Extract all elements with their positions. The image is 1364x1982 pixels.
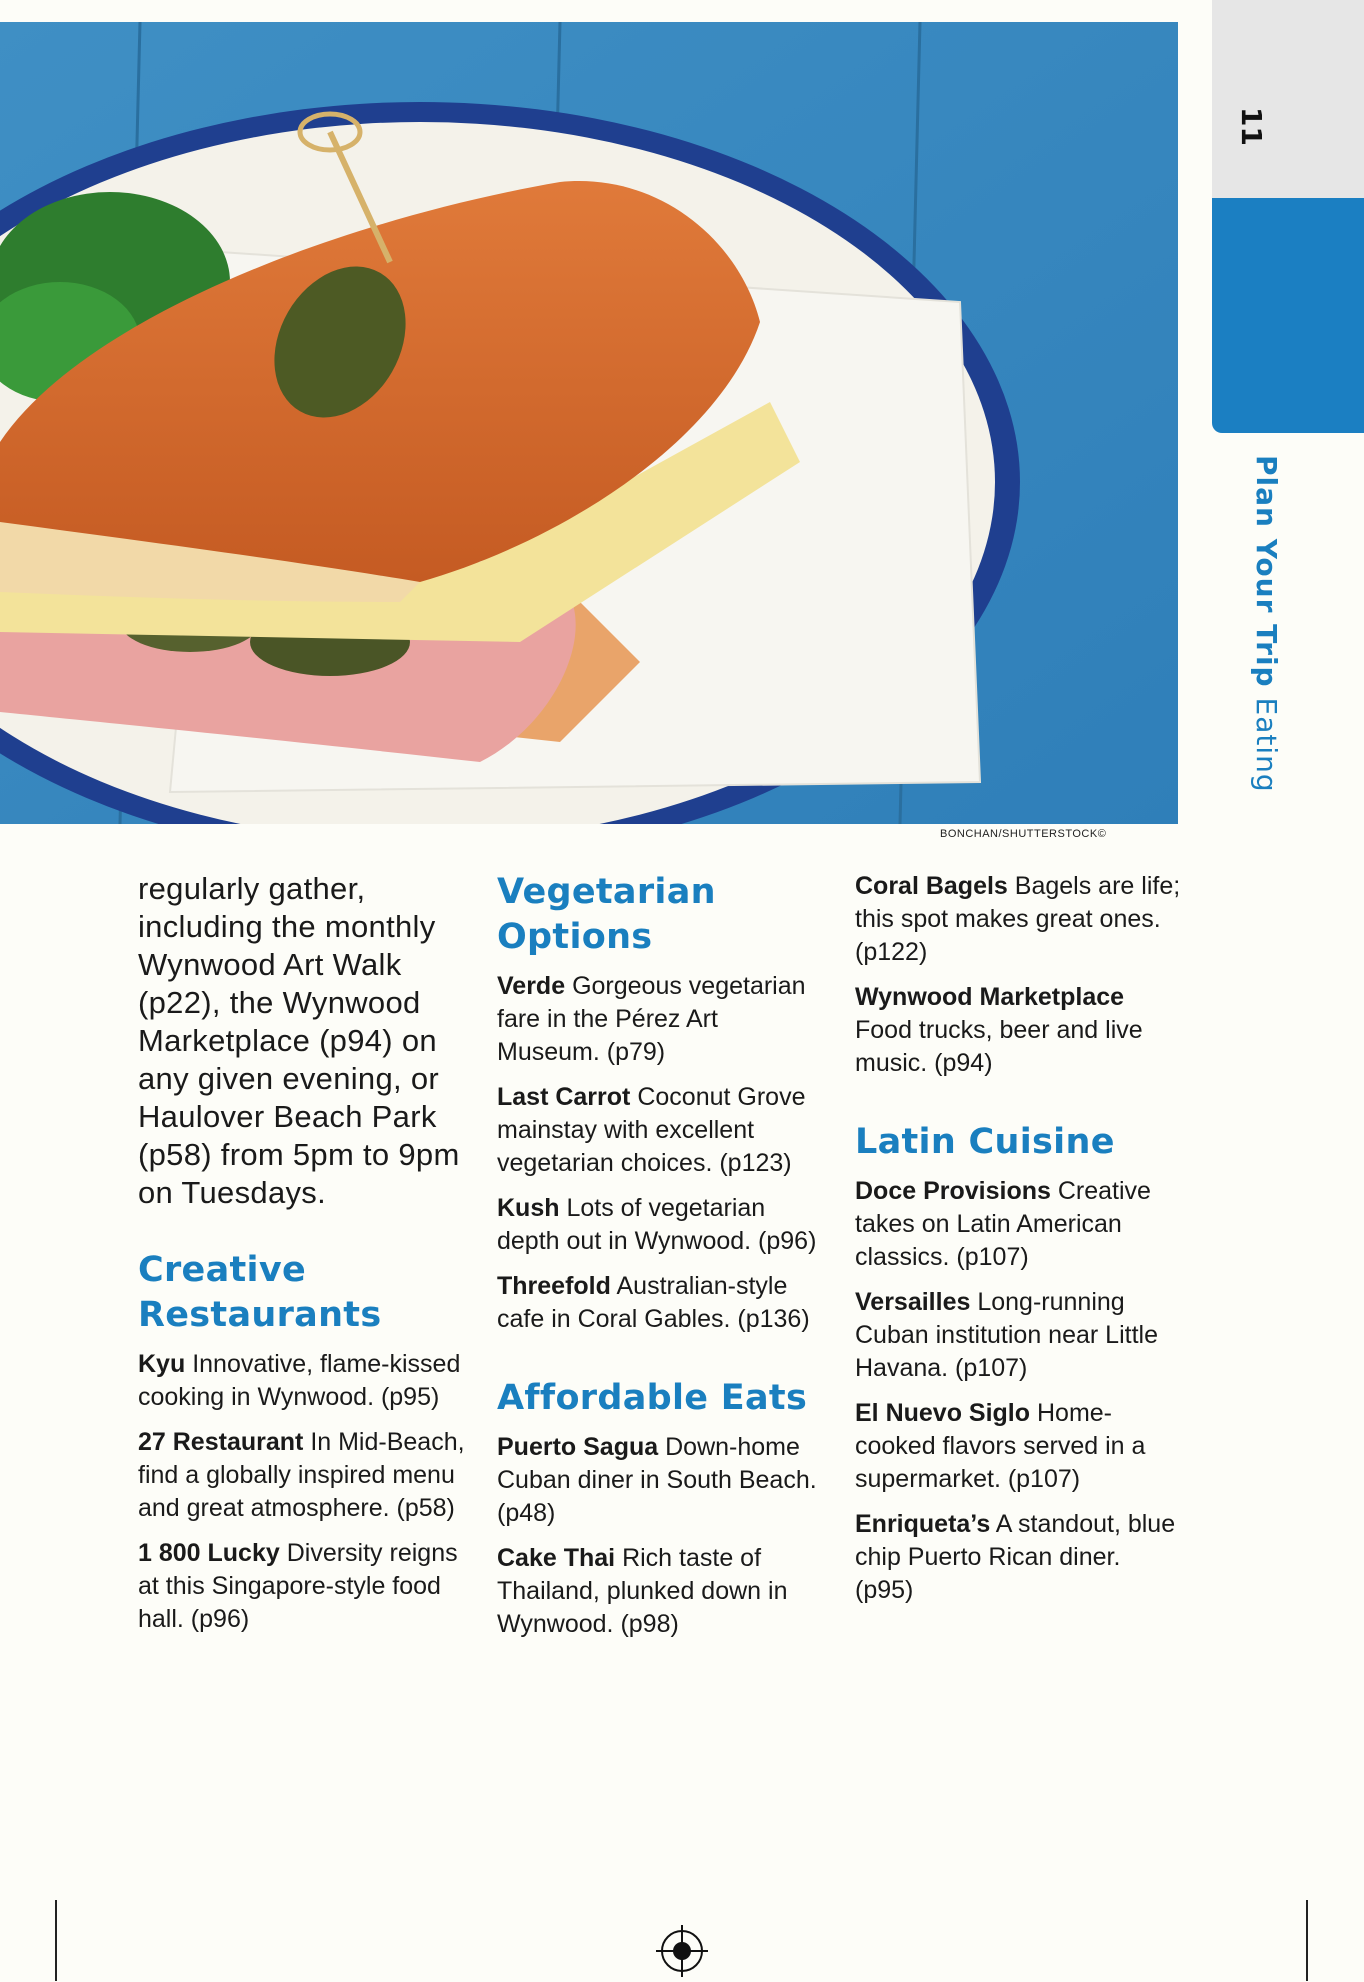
listing-text: Long-running Cuban institution near Little Havana. (p107) xyxy=(855,1288,1158,1382)
listing-text: Bagels are life; this spot makes great ones. (p122) xyxy=(855,872,1181,966)
sandwich-photo xyxy=(0,22,1178,824)
listing-text: Australian-style cafe in Coral Gables. (p136) xyxy=(497,1272,810,1333)
column-2 xyxy=(497,870,827,1653)
listing-entry xyxy=(855,1175,1185,1274)
page-tab-blue xyxy=(1212,198,1364,433)
listing-text: Creative takes on Latin American classics. (p107) xyxy=(855,1177,1151,1271)
listing-text: Diversity reigns at this Singapore-style food hall. (p96) xyxy=(138,1539,458,1633)
listing-name: 27 Restaurant xyxy=(138,1428,304,1456)
photo-credit: BONCHAN/SHUTTERSTOCK© xyxy=(940,828,1107,840)
listing-text: Down-home Cuban diner in South Beach. (p48) xyxy=(497,1433,817,1527)
listing-name: Threefold xyxy=(497,1272,611,1300)
listing-name: Doce Provisions xyxy=(855,1177,1051,1205)
section-label-light: Eating xyxy=(1250,697,1283,793)
listing-entry xyxy=(497,1081,827,1180)
listing-text: Rich taste of Thailand, plunked down in Wynwood. (p98) xyxy=(497,1544,788,1638)
page-number: 11 xyxy=(1234,107,1268,146)
listing-name: 1 800 Lucky xyxy=(138,1539,280,1567)
listing-text: Lots of vegetarian depth out in Wynwood. (p96) xyxy=(497,1194,817,1255)
listing-text: Home-cooked flavors served in a supermarket. (p107) xyxy=(855,1399,1146,1493)
listing-entry xyxy=(855,981,1185,1080)
column-1 xyxy=(138,870,468,1648)
listing-entry xyxy=(497,1270,827,1336)
listing-entry xyxy=(138,1537,468,1636)
listing-name: Cake Thai xyxy=(497,1544,616,1572)
listing-text: A standout, blue chip Puerto Rican diner. (p95) xyxy=(855,1510,1176,1604)
listing-name: Verde xyxy=(497,972,566,1000)
listing-entry xyxy=(138,1348,468,1414)
crop-mark-right xyxy=(1306,1900,1308,1981)
listing-name: Wynwood Marketplace xyxy=(855,983,1125,1011)
heading-creative-restaurants: Creative Restaurants xyxy=(138,1250,382,1335)
listing-text: Gorgeous vegetarian fare in the Pérez Art Museum. (p79) xyxy=(497,972,806,1066)
heading-affordable-eats: Affordable Eats xyxy=(497,1378,808,1418)
listing-name: Enriqueta’s xyxy=(855,1510,991,1538)
listing-entry xyxy=(497,1542,827,1641)
heading-latin-cuisine: Latin Cuisine xyxy=(855,1122,1115,1162)
listing-text: Food trucks, beer and live music. (p94) xyxy=(855,1016,1143,1077)
listing-entry xyxy=(497,970,827,1069)
listing-entry xyxy=(855,1397,1185,1496)
listing-entry xyxy=(497,1431,827,1530)
listing-entry xyxy=(855,1508,1185,1607)
intro-paragraph: regularly gather, including the monthly Wynwood Art Walk (p22), the Wynwood Marketplace (p94) on any given evening, or Haulover Beach Park (p58) from 5pm to 9pm on Tuesdays. xyxy=(138,871,460,1210)
listing-name: Puerto Sagua xyxy=(497,1433,659,1461)
listing-entry xyxy=(138,1426,468,1525)
heading-vegetarian-options: Vegetarian Options xyxy=(497,872,716,957)
cuban-sandwich-image xyxy=(0,22,1178,824)
listing-name: Coral Bagels xyxy=(855,872,1008,900)
listing-text: In Mid-Beach, find a globally inspired menu and great atmosphere. (p58) xyxy=(138,1428,465,1522)
crop-mark-left xyxy=(55,1900,57,1981)
listing-entry xyxy=(497,1192,827,1258)
listing-entry xyxy=(855,1286,1185,1385)
listing-name: Versailles xyxy=(855,1288,971,1316)
listing-name: Last Carrot xyxy=(497,1083,631,1111)
listing-name: Kyu xyxy=(138,1350,186,1378)
listing-text: Innovative, flame-kissed cooking in Wynwood. (p95) xyxy=(138,1350,461,1411)
listing-name: El Nuevo Siglo xyxy=(855,1399,1031,1427)
listing-text: Coconut Grove mainstay with excellent vegetarian choices. (p123) xyxy=(497,1083,806,1177)
section-label xyxy=(1250,455,1283,793)
section-label-bold: Plan Your Trip xyxy=(1250,455,1283,688)
listing-entry xyxy=(855,870,1185,969)
column-3 xyxy=(855,870,1185,1619)
registration-mark-icon xyxy=(656,1925,708,1982)
page-tab-gray xyxy=(1212,0,1364,198)
listing-name: Kush xyxy=(497,1194,560,1222)
